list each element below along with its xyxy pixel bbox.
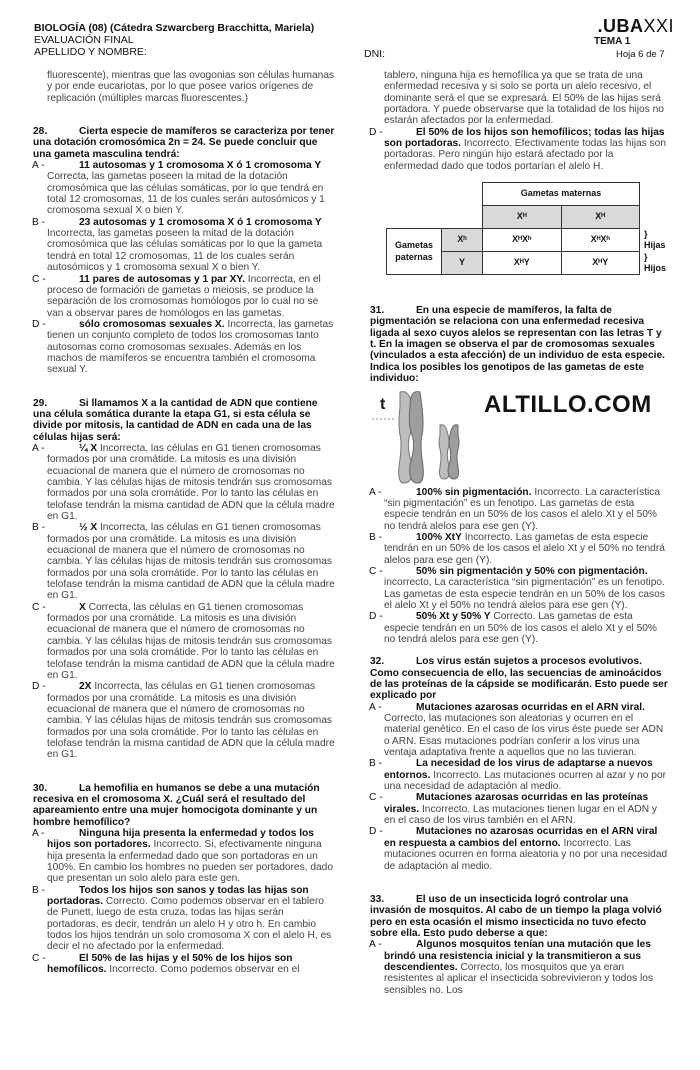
dni-label: DNI:: [364, 48, 385, 60]
intro-text: fluorescente), mientras que las ovogonias son células humanas y por ende eucariotas, por lo que posee varios orígenes de replicación (múltiples marcas fluorescentes.): [47, 70, 335, 104]
watermark-text: ALTILLO.COM: [484, 390, 652, 418]
option-29d: D - 2X Incorrecta, las células en G1 tienen cromosomas formados por una cromátide. La mitosis es una división ecuacional de manera que el número de cromosomas no cambia. Y las células hijas de mitosis tendrán sus cromosomas formados por una sola cromátide. Por lo tanto las células en telofase tendrán la misma cantidad de ADN que la célula madre en G1.: [32, 681, 335, 761]
option-30d: D - El 50% de los hijos son hemofílicos; todas las hijas son portadoras. Incorrecto. Efectivamente todas las hijas son portadoras. Pero ningún hijo estará afectado por la enfermedad dado que todos portarían el alelo H.: [369, 126, 666, 172]
question-33: 33. El uso de un insecticida logró controlar una invasión de mosquitos. Al cabo de un tiempo la plaga volvió pero en esta ocasión el mismo insecticida no tuvo efecto sobre ella. Esto pudo deberse a que:: [370, 893, 662, 939]
option-30a: A - Ninguna hija presenta la enfermedad y todos los hijos son portadores. Incorrecto. Si, efectivamente ninguna hija presenta la enfermedad dado que son portadoras en un 100%. En cambio los hombres no pueden ser portadores, dado que presentan un solo alelo para este gen.: [32, 827, 333, 885]
q30-continuation: tablero, ninguna hija es hemofílica ya que se trata de una enfermedad recesiva y si solo se porta un alelo recesivo, el dominante será el que se expresará. El 50% de las hijas será portadora. Y puede observarse que la totalidad de los hijos no estarán afectados por la enfermedad.: [384, 70, 664, 127]
option-30b: B - Todos los hijos son sanos y todas las hijas son portadoras. Correcto. Como podemos observar en el tablero de Punett, luego de esta cruza, todas las hijas serán portadoras, es decir, tendrán un alelo H y otro h. En cambio todos los hijos tendrán un solo cromosoma X con el alelo H, es decir el no afectado por la enfermedad.: [32, 884, 332, 953]
option-28b: B - 23 autosomas y 1 cromosoma X ó 1 cromosoma Y Incorrecta, las gametas poseen la mitad de la dotación cromosómica que las células somáticas por lo que la gameta tendrá en total 12 cromosomas, 11 de los cuales serán autosómicos y 1 cromosoma sexual X o bien Y.: [32, 216, 323, 274]
question-30: 30. La hemofilia en humanos se debe a una mutación recesiva en el cromosoma X. ¿Cuál será el resultado del apareamiento entre una mujer homocigota dominante y un hombre hemofílico?: [33, 782, 320, 828]
right-column: [370, 70, 670, 996]
option-31d: D - 50% Xt y 50% Y Correcto. Las gametas de esta especie tendrán en un 50% de los casos el alelo Xt y el 50% no tendrá alelos para ese gen (Y).: [369, 611, 657, 645]
option-29c: C - X Correcta, las células en G1 tienen cromosomas formados por una cromátide. La mitosis es una división ecuacional de manera que el número de cromosomas no cambia. Y las células hijas de mitosis tendrán sus cromosomas formados por una sola cromátide. Por lo tanto las células en telofase tendrán la misma cantidad de ADN que la célula madre en G1.: [32, 601, 335, 681]
maternal-gametes-header: Gametas maternas: [483, 183, 640, 206]
option-31b: B - 100% XtY Incorrecto. Las gametas de esta especie tendrán en un 50% de los casos el alelo Xt y el 50% no tendrá alelos para ese gen (Y).: [369, 531, 665, 566]
hijas-label: } Hijas: [644, 228, 666, 251]
option-28d: D - sólo cromosomas sexuales X. Incorrecta, las gametas tienen un conjunto completo de todos los cromosomas tanto autosomas como cromosomas sexuales. Además en los machos de mamíferos se encuentra también el cromosoma sexual Y.: [32, 318, 334, 376]
paternal-gamete-1: Xʰ: [442, 229, 483, 252]
cell-1-2: XᴴXʰ: [561, 229, 640, 252]
maternal-gamete-2: Xᴴ: [561, 206, 640, 229]
maternal-gamete-1: Xᴴ: [483, 206, 562, 229]
question-32: 32. Los virus están sujetos a procesos evolutivos. Como consecuencia de ello, las secuencias de aminoácidos de las proteínas de la cápside se modificarán. Esto puede ser explicado por: [370, 656, 668, 702]
question-31: 31. En una especie de mamíferos, la falta de pigmentación se relaciona con una enfermedad recesiva ligada al sexo cuyos alelos se representan con las letras T y t. En la imagen se observa el par de cromosomas sexuales (vinculados a esta afección) de un individuo de esta especie. Indica los posibles los genotipos de las gametas de este individuo:: [370, 305, 665, 385]
cell-1-1: XᴴXʰ: [483, 229, 562, 252]
option-32a: A - Mutaciones azarosas ocurridas en el ARN viral. Correcto, las mutaciones son aleatorias y ocurren en el material genético. En el caso de los virus éste puede ser ADN o ARN. Esas mutaciones podrían conferir a los virus una ventaja adaptativa frente a aquellos que no las tuvieran.: [369, 701, 664, 759]
option-32d: D - Mutaciones no azarosas ocurridas en el ARN viral en respuesta a cambios del entorno. Incorrecto. Las mutaciones ocurren en forma aleatoria y no por una necesidad de adaptación al medio.: [369, 826, 668, 872]
option-29b: B - ½ X Incorrecta, las células en G1 tienen cromosomas formados por una cromátide. La mitosis es una división ecuacional de manera que el número de cromosomas no cambia. Y las células hijas de mitosis tendrán sus cromosomas formados por una sola cromátide. Por lo tanto las células en telofase tendrán la misma cantidad de ADN que la célula madre en G1.: [32, 522, 335, 602]
option-31a: A - 100% sin pigmentación. Incorrecto. La característica “sin pigmentación” es un fenotipo. Las gametas de esta especie tendrán en un 50% de los casos el alelo Xt y el 50% no tendrá alelos para ese gen (Y).: [369, 486, 661, 532]
exam-title: EVALUACIÓN FINAL: [34, 34, 134, 46]
page-number: Hoja 6 de 7: [616, 49, 665, 60]
tema-label: TEMA 1: [594, 36, 631, 47]
name-label: APELLIDO Y NOMBRE:: [34, 46, 147, 58]
option-31c: C - 50% sin pigmentación y 50% con pigmentación. incorrecto, La característica “sin pigmentación” es un fenotipo. Las gametas de esta especie tendrán en un 50% de los casos el alelo Xt y el 50% no tendrá alelos para ese gen (Y).: [369, 565, 665, 611]
option-30c: C - El 50% de las hijas y el 50% de los hijos son hemofílicos. Incorrecto. Como podemos observar en el: [32, 952, 300, 976]
chromosome-figure: [370, 387, 670, 487]
uba-logo: .UBAXXI: [597, 16, 674, 36]
option-28c: C - 11 pares de autosomas y 1 par XY. Incorrecta, en el proceso de formación de gametas o meiosis, se produce la separación de los cromosomas homólogos por lo cual no se van a observar pares de homólogos en las gametas.: [32, 273, 321, 319]
cell-2-1: XᴴY: [483, 252, 562, 275]
chromosome-pair-icon: [370, 387, 480, 487]
option-33a: A - Algunos mosquitos tenían una mutación que les brindó una resistencia inicial y la transmitieron a sus descendientes. Correcto, los mosquitos que ya eran resistentes al aplicar el insecticida sobrevivieron y todos los sensibles no. Los: [369, 939, 653, 996]
left-column: [33, 70, 336, 975]
punnett-square: [386, 182, 670, 275]
option-32b: B - La necesidad de los virus de adaptarse a nuevos entornos. Incorrecto. Las mutaciones ocurren al azar y no por una necesidad de adaptación al medio.: [369, 758, 666, 793]
option-29a: A - ¼ X Incorrecta, las células en G1 tienen cromosomas formados por una cromátide. La mitosis es una división ecuacional de manera que el número de cromosomas no cambia. Y las células hijas de mitosis tendrán sus cromosomas formados por una sola cromátide. Por lo tanto las células en telofase tendrán la misma cantidad de ADN que la célula madre en G1.: [32, 442, 335, 523]
question-29: 29. Si llamamos X a la cantidad de ADN que contiene una célula somática durante la etapa G1, si esta célula se divide por mitosis, la cantidad de ADN en cada una de las células hijas será:: [33, 397, 318, 443]
question-28: 28. Cierta especie de mamíferos se caracteriza por tener una dotación cromosómica 2n = 24. Se puede concluir que una gameta masculina tendrá:: [33, 126, 335, 160]
cell-2-2: XᴴY: [561, 252, 640, 275]
chromosome-label: t: [380, 395, 386, 413]
paternal-gametes-header: Gametas paternas: [387, 229, 442, 275]
option-28a: A - 11 autosomas y 1 cromosoma X ó 1 cromosoma Y Correcta, las gametas poseen la mitad de la dotación cromosómica que las células somáticas, por lo que tendrá en total 12 cromosomas, 11 de los cuales serán autosómicos y 1 cromosoma sexual X o bien Y.: [32, 160, 325, 217]
hijos-label: } Hijos: [644, 251, 667, 274]
option-32c: C - Mutaciones azarosas ocurridas en las proteínas virales. Incorrecto. Las mutaciones tienen lugar en el ADN y en el caso de los virus también en el ARN.: [369, 792, 657, 827]
paternal-gamete-2: Y: [442, 252, 483, 275]
course-title: BIOLOGÍA (08) (Cátedra Szwarcberg Bracchitta, Mariela): [34, 22, 315, 34]
